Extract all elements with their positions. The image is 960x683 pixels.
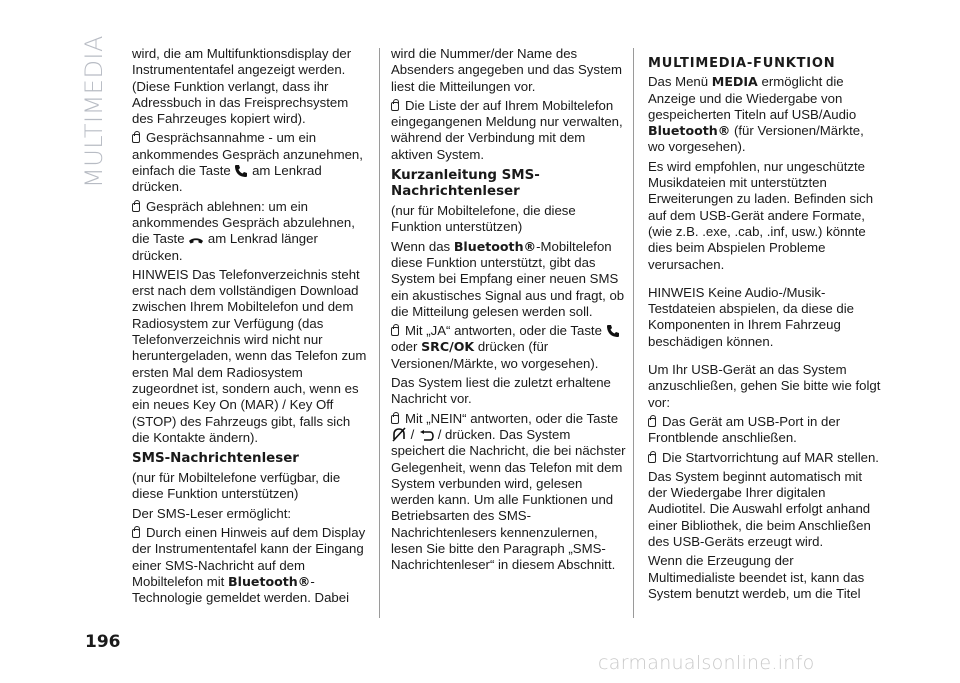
bullet-item: Die Startvorrichtung auf MAR stellen. (648, 450, 884, 466)
mute-icon (391, 427, 407, 442)
paragraph: wird die Nummer/der Name des Absenders angegeben und das System liest die Mitteilungen vor. (391, 46, 622, 94)
bullet-icon (132, 203, 140, 212)
bullet-icon (391, 327, 399, 336)
paragraph: Das System beginnt automatisch mit der Wiedergabe Ihrer digitalen Audiotitel. Die Auswahl erfolgt anhand einer Bibliothek, die beim Anschließen des USB-Geräts erzeugt wird. (648, 468, 871, 550)
section-side-title: MULTIMEDIA (80, 35, 108, 188)
bullet-item: Gesprächsannahme - um ein ankommendes Gespräch anzunehmen, einfach die Taste am Lenkrad drücken. (132, 130, 363, 195)
column-divider (633, 48, 634, 618)
bullet-item: Das Gerät am USB-Port in der Frontblende anschließen. (648, 413, 841, 446)
text-column-1 (132, 46, 368, 610)
page-number: 196 (85, 632, 121, 652)
paragraph: Es wird empfohlen, nur ungeschützte Musikdateien mit unterstützten Erweiterungen zu laden. Befinden sich auf dem USB-Gerät andere Formate, (wie z.B. .exe, .cab, .inf, usw.) könnte dies beim Abspielen Probleme verursachen. (648, 158, 874, 272)
paragraph: Das Menü MEDIA ermöglicht die Anzeige und die Wiedergabe von gespeicherten Titeln auf USB/Audio Bluetooth® (für Versionen/Märkte, wo vorgesehen). (648, 74, 864, 155)
bullet-item: Die Liste der auf Ihrem Mobiltelefon eingegangenen Meldung nur verwalten, während der Verbindung mit dem aktiven System. (391, 97, 623, 162)
phone-answer-icon (606, 324, 620, 338)
paragraph: Wenn das Bluetooth®-Mobiltelefon diese Funktion unterstützt, gibt das System bei Empfang einer neuen SMS ein akustisches Signal aus und fragt, ob die Mitteilung gelesen werden soll. (391, 238, 625, 319)
bullet-icon (132, 529, 140, 538)
note-paragraph: HINWEIS Das Telefonverzeichnis steht erst nach dem vollständigen Download zwischen Ihrem Mobiltelefon und dem Radiosystem zur Verfügung (das Telefonverzeichnis wird nicht nur heruntergeladen, wenn das Telefon zum ersten Mal dem Radiosystem zugeordnet ist, sondern auch, wenn es ein neues Key On (MAR) / Key Off (STOP) des Fahrzeugs gibt, falls sich die Kontakte ändern). (132, 266, 367, 445)
section-heading: SMS-Nachrichtenleser (132, 451, 299, 467)
section-heading: Kurzanleitung SMS-Nachrichtenleser (391, 168, 540, 200)
text-column-2 (391, 46, 627, 577)
phone-hangup-icon (188, 236, 204, 246)
paragraph: Der SMS-Leser ermöglicht: (132, 505, 292, 521)
bullet-item: Mit „NEIN“ antworten, oder die Taste / / drücken. Das System speichert die Nachricht, die bei nächster Gelegenheit, wenn das Telefon mit dem System verbunden wird, gelesen werden kann. Um alle Funktionen und Betriebsarten des SMS-Nachrichtenlesers kennenzulernen, lesen Sie bitte den Paragraph „SMS-Nachrichtenleser“ in diesem Abschnitt. (391, 410, 626, 573)
bullet-item: Mit „JA“ antworten, oder die Taste oder SRC/OK drücken (für Versionen/Märkte, wo vorgesehen). (391, 323, 627, 372)
bullet-icon (391, 102, 399, 111)
bullet-item: Gespräch ablehnen: um ein ankommendes Gespräch abzulehnen, die Taste am Lenkrad länger drücken. (132, 198, 355, 263)
bullet-icon (648, 418, 656, 427)
paragraph: Wenn die Erzeugung der Multimedialiste beendet ist, kann das System benutzt werdeb, um die Titel (648, 553, 865, 601)
back-arrow-icon (418, 430, 434, 442)
paragraph: Um Ihr USB-Gerät an das System anzuschließen, gehen Sie bitte wie folgt vor: (648, 362, 881, 410)
bullet-icon (648, 454, 656, 463)
bullet-icon (132, 134, 140, 143)
bullet-item: Durch einen Hinweis auf dem Display der Instrumententafel kann der Eingang einer SMS-Nachricht auf dem Mobiltelefon mit Bluetooth®-Technologie gemeldet werden. Dabei (132, 525, 366, 606)
text-column-3 (648, 46, 884, 605)
bullet-icon (391, 415, 399, 424)
paragraph: wird, die am Multifunktionsdisplay der Instrumententafel angezeigt werden. (Diese Funktion verlangt, dass ihr Adressbuch in das Freisprechsystem des Fahrzeuges kopiert wird). (132, 46, 352, 127)
note-paragraph: HINWEIS Keine Audio-/Musik-Testdateien abspielen, da diese die Komponenten in Ihrem Fahrzeug beschädigen können. (648, 284, 855, 349)
watermark-text: carmanualsonline.info (598, 652, 815, 674)
paragraph: (nur für Mobiltelefone verfügbar, die diese Funktion unterstützen) (132, 470, 341, 502)
chapter-heading: MULTIMEDIA-FUNKTION (648, 56, 836, 71)
phone-answer-icon (234, 164, 248, 178)
paragraph: (nur für Mobiltelefone, die diese Funktion unterstützen) (391, 203, 576, 235)
paragraph: Das System liest die zuletzt erhaltene Nachricht vor. (391, 375, 611, 407)
column-divider (379, 48, 380, 618)
